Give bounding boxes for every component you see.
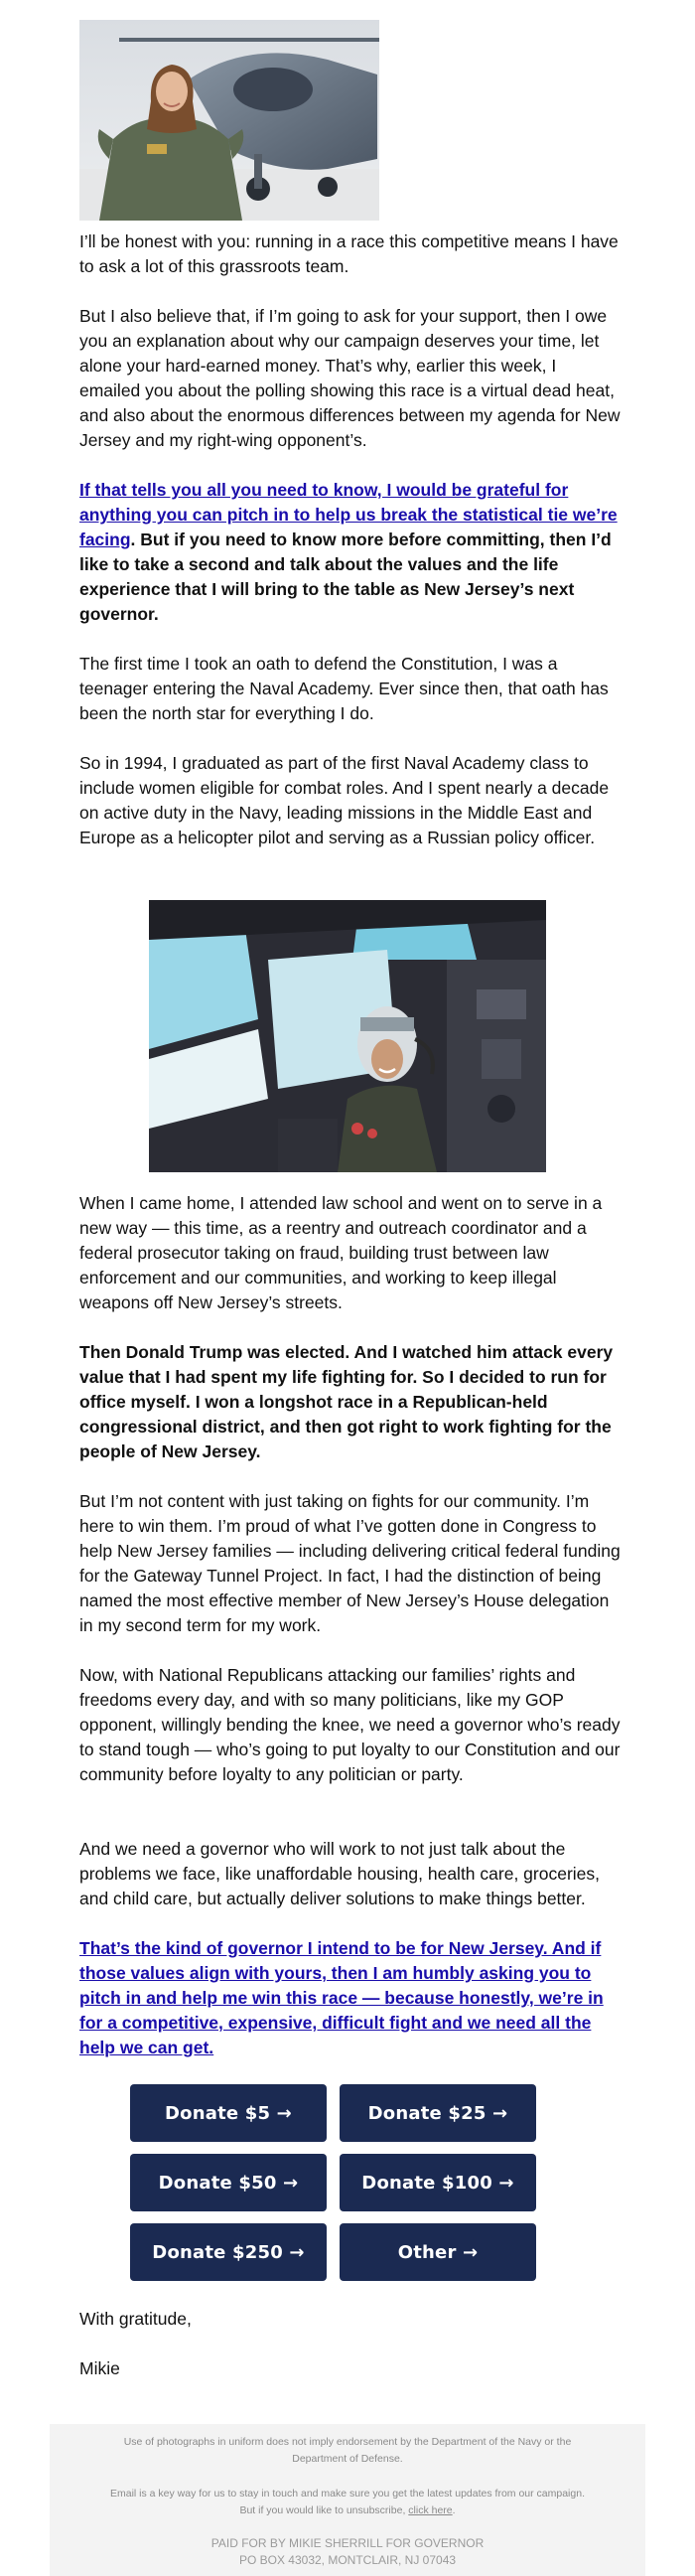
paragraph-6: When I came home, I attended law school and went on to serve in a new way — this time, as a reentry and outreach coordinator and a federal prosecutor taking on fraud, building trust between law enforcement and our communities, and working to keep illegal weapons off New Jersey’s streets. — [79, 1193, 603, 1312]
email-notice-line-2 — [89, 2502, 606, 2519]
cockpit-photo — [149, 900, 546, 1172]
paragraph-11 — [79, 1936, 621, 2060]
signature: Mikie — [79, 2358, 120, 2378]
paid-for-line: PAID FOR BY MIKIE SHERRILL FOR GOVERNOR — [210, 2536, 485, 2550]
donate-50-button[interactable]: Donate $50 → — [130, 2154, 327, 2211]
navy-disclaimer: Use of photographs in uniform does not imply endorsement by the Department of the Navy or the Department of Defense. — [123, 2436, 572, 2465]
email-notice — [89, 2486, 606, 2519]
paragraph-2: But I also believe that, if I’m going to ask for your support, then I owe you an explanation about why our campaign deserves your time, let alone your hard-earned money. That’s why, earlier this week, I emailed you about the polling showing this race is a virtual dead heat, and also about the enormous differences between my agenda for New Jersey and my right-wing opponent’s. — [79, 306, 621, 450]
donate-5-button[interactable]: Donate $5 → — [130, 2084, 327, 2142]
paragraph-7: Then Donald Trump was elected. And I watched him attack every value that I had spent my life fighting for. So I decided to run for office myself. I won a longshot race in a Republican-held congressional district, and then got right to work fighting for the people of New Jersey. — [79, 1342, 614, 1461]
signoff: With gratitude, — [79, 2309, 192, 2329]
paragraph-4: The first time I took an oath to defend the Constitution, I was a teenager entering the Naval Academy. Ever since then, that oath has been the north star for everything I do. — [79, 654, 609, 723]
donate-link-tie[interactable]: If that tells you all you need to know, I would be grateful for anything you can pitch in to help us break the statistical tie we’re facing — [79, 480, 618, 549]
paragraph-8: But I’m not content with just taking on fights for our community. I’m here to win them. I’m proud of what I’ve gotten done in Congress to help New Jersey families — including delivering critical federal funding for the Gateway Tunnel Project. In fact, I had the distinction of being named the most effective member of New Jersey’s House delegation in my second term for my work. — [79, 1491, 621, 1635]
donate-other-button[interactable]: Other → — [340, 2223, 536, 2281]
unsubscribe-link[interactable]: click here — [408, 2504, 453, 2516]
mailing-address: PO BOX 43032, MONTCLAIR, NJ 07043 — [238, 2553, 457, 2567]
donate-link-governor[interactable]: That’s the kind of governor I intend to be for New Jersey. And if those values align with yours, then I am humbly asking you to pitch in and help me win this race — because honestly, we’re in for a competitive, expensive, difficult fight and we need all the help we can get. — [79, 1938, 604, 2057]
donate-25-button[interactable]: Donate $25 → — [340, 2084, 536, 2142]
donate-250-button[interactable]: Donate $250 → — [130, 2223, 327, 2281]
paragraph-1: I’ll be honest with you: running in a race this competitive means I have to ask a lot of this grassroots team. — [79, 231, 619, 276]
paragraph-5: So in 1994, I graduated as part of the first Naval Academy class to include women eligible for combat roles. And I spent nearly a decade on active duty in the Navy, leading missions in the Middle East and Europe as a helicopter pilot and serving as a Russian policy officer. — [79, 753, 610, 847]
unsubscribe-prefix: But if you would like to unsubscribe, — [239, 2504, 409, 2516]
email-notice-line-1: Email is a key way for us to stay in touch and make sure you get the latest updates from our campaign. — [110, 2488, 585, 2500]
unsubscribe-suffix: . — [452, 2504, 456, 2516]
hero-photo — [79, 20, 379, 221]
email-footer — [50, 2424, 645, 2576]
paid-for-block — [89, 2535, 606, 2569]
paragraph-3 — [79, 478, 621, 627]
donate-100-button[interactable]: Donate $100 → — [340, 2154, 536, 2211]
paragraph-10: And we need a governor who will work to not just talk about the problems we face, like unaffordable housing, health care, groceries, and child care, but actually deliver solutions to make things better. — [79, 1839, 601, 1908]
paragraph-3-rest: . But if you need to know more before committing, then I’d like to take a second and talk about the values and the life experience that I will bring to the table as New Jersey’s next governor. — [79, 530, 612, 624]
paragraph-9: Now, with National Republicans attacking our families’ rights and freedoms every day, and with so many politicians, like my GOP opponent, willingly bending the knee, we need a governor who’s ready to stand tough — who’s going to put loyalty to our Constitution and our community before loyalty to any politician or party. — [79, 1665, 621, 1784]
